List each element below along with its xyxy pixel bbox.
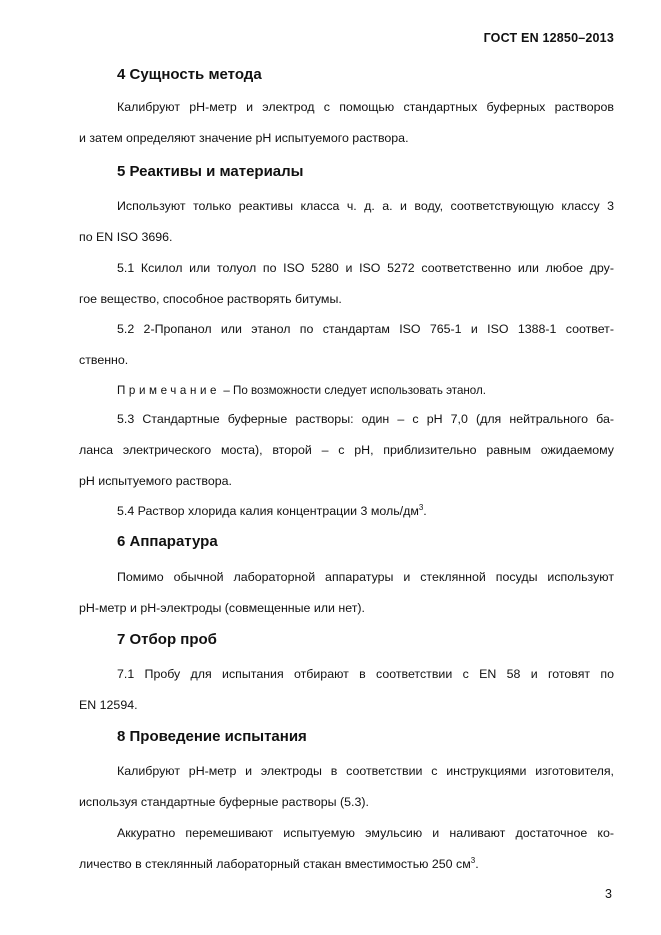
text-line: Помимо обычной лабораторной аппаратуры и стеклянной посуды используют [117, 570, 614, 584]
text-line [79, 375, 614, 406]
line-text: личество в стеклянный лабораторный стакан вместимостью 250 см [79, 857, 471, 871]
page-number: 3 [605, 887, 612, 901]
text-line: Калибруют рН-метр и электроды в соответствии с инструкциями изготовителя, [117, 764, 614, 778]
note-label: Примечание [117, 384, 221, 397]
line-text-end: . [475, 857, 479, 871]
clause-7-1-paragraph [79, 659, 614, 721]
section-4-heading: 4 Сущность метода [117, 66, 262, 83]
text-line: ственно. [79, 353, 129, 367]
text-line: Калибруют рН-метр и электрод с помощью стандартных буферных растворов [117, 100, 614, 114]
text-line: гое вещество, способное растворять битумы. [79, 292, 342, 306]
clause-5-2-paragraph [79, 314, 614, 376]
clause-text-end: . [423, 504, 427, 518]
text-line [79, 849, 614, 880]
section-8-paragraph-1 [79, 756, 614, 818]
note-paragraph [79, 375, 614, 406]
section-8-paragraph-2 [79, 818, 614, 880]
text-line: 5.1 Ксилол или толуол по ISO 5280 и ISO 5272 соответственно или любое дру- [117, 261, 614, 275]
superscript: 3 [470, 856, 476, 865]
section-7-heading: 7 Отбор проб [117, 631, 217, 648]
text-line: ланса электрического моста), второй – с рН, приблизительно равным ожидаемому [79, 443, 614, 457]
text-line: рН-метр и рН-электроды (совмещенные или нет). [79, 601, 365, 615]
text-line: EN 12594. [79, 698, 138, 712]
section-8-heading: 8 Проведение испытания [117, 728, 307, 745]
note-text: – По возможности следует использовать этанол. [220, 384, 486, 397]
text-line [79, 496, 614, 527]
text-line: 5.3 Стандартные буферные растворы: один – с рН 7,0 (для нейтрального ба- [117, 412, 614, 426]
clause-5-3-paragraph [79, 404, 614, 497]
section-6-paragraph [79, 562, 614, 624]
text-line: Используют только реактивы класса ч. д. а. и воду, соответствующую классу 3 [117, 199, 614, 213]
document-code-header: ГОСТ EN 12850–2013 [483, 31, 614, 45]
superscript: 3 [418, 503, 424, 512]
text-line: по EN ISO 3696. [79, 230, 173, 244]
section-4-paragraph [79, 92, 614, 154]
clause-5-1-paragraph [79, 253, 614, 315]
text-line: используя стандартные буферные растворы (5.3). [79, 795, 369, 809]
section-5-heading: 5 Реактивы и материалы [117, 163, 304, 180]
text-line: Аккуратно перемешивают испытуемую эмульсию и наливают достаточное ко- [117, 826, 614, 840]
text-line: 7.1 Пробу для испытания отбирают в соответствии с EN 58 и готовят по [117, 667, 614, 681]
text-line: и затем определяют значение рН испытуемого раствора. [79, 131, 409, 145]
text-line: 5.2 2-Пропанол или этанол по стандартам ISO 765-1 и ISO 1388-1 соответ- [117, 322, 614, 336]
section-5-intro-paragraph [79, 191, 614, 253]
clause-5-4-paragraph [79, 496, 614, 527]
section-6-heading: 6 Аппаратура [117, 533, 218, 550]
text-line: рН испытуемого раствора. [79, 474, 232, 488]
clause-text: 5.4 Раствор хлорида калия концентрации 3 моль/дм [117, 504, 419, 518]
